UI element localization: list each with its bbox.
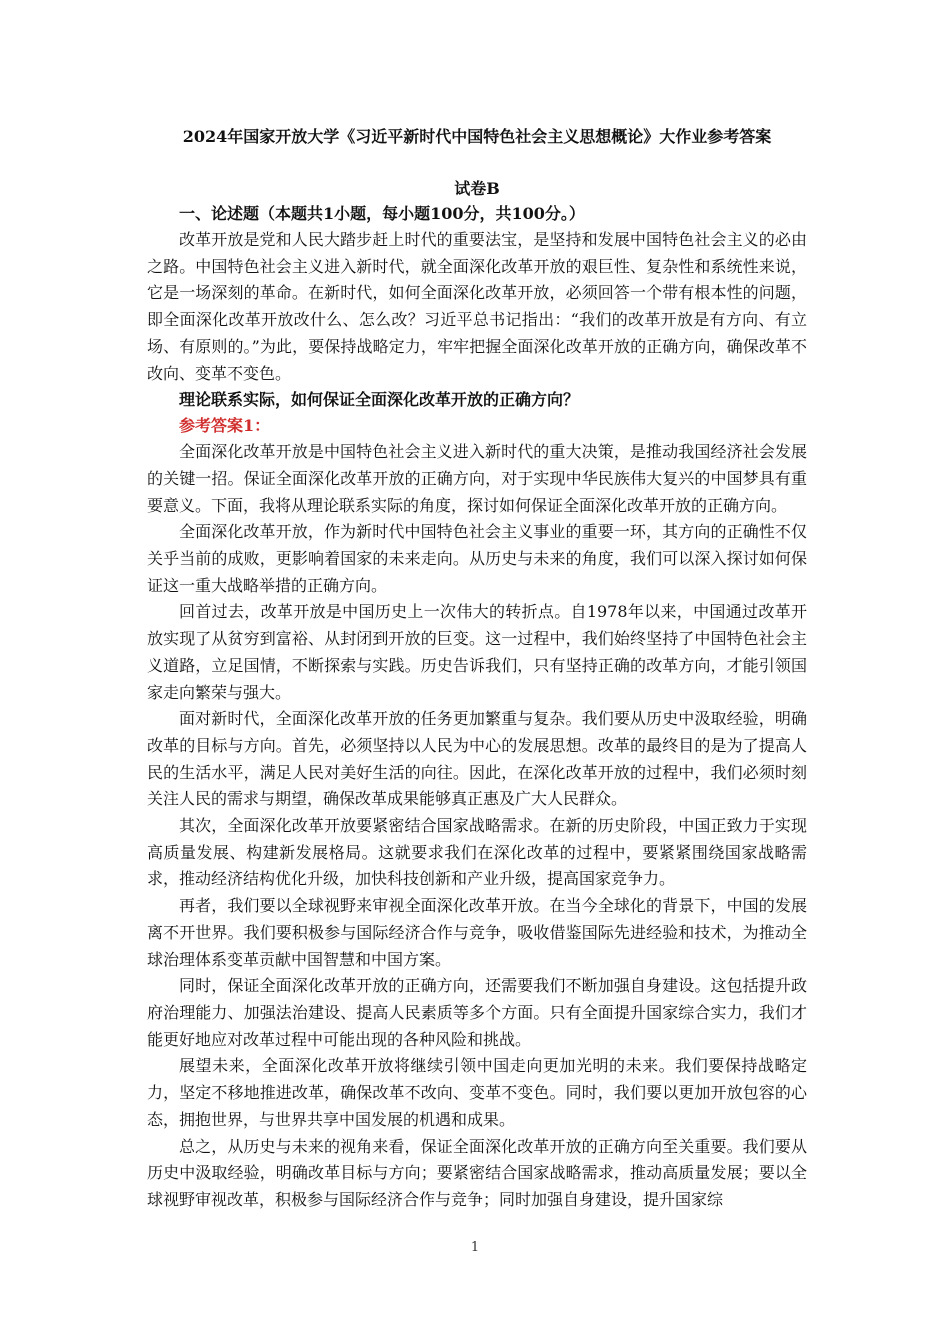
section-heading: 一、论述题（本题共1小题，每小题100分，共100分。） bbox=[179, 204, 585, 223]
question-text: 理论联系实际，如何保证全面深化改革开放的正确方向？ bbox=[179, 390, 580, 410]
intro-paragraph: 改革开放是党和人民大踏步赶上时代的重要法宝，是坚持和发展中国特色社会主义的必由之路。中国特色社会主义进入新时代，就全面深化改革开放的艰巨性、复杂性和系统性来说，它是一场深刻的革命。在新时代，如何全面深化改革开放，必须回答一个带有根本性的问题，即全面深化改革开放改什么、怎么改？习近平总书记指出：“我们的改革开放是有方向、有立场、有原则的。”为此，要保持战略定力，牢牢把握全面深化改革开放的正确方向，确保改革不改向、变革不变色。 bbox=[147, 230, 807, 383]
body-paragraph: 面对新时代，全面深化改革开放的任务更加繁重与复杂。我们要从历史中汲取经验，明确改革的目标与方向。首先，必须坚持以人民为中心的发展思想。改革的最终目的是为了提高人民的生活水平，满足人民对美好生活的向往。因此，在深化改革开放的过程中，我们必须时刻关注人民的需求与期望，确保改革成果能够真正惠及广大人民群众。 bbox=[147, 709, 807, 809]
body-paragraph: 全面深化改革开放是中国特色社会主义进入新时代的重大决策，是推动我国经济社会发展的关键一招。保证全面深化改革开放的正确方向，对于实现中华民族伟大复兴的中国梦具有重要意义。下面，我将从理论联系实际的角度，探讨如何保证全面深化改革开放的正确方向。 bbox=[147, 442, 807, 515]
body-paragraph: 其次，全面深化改革开放要紧密结合国家战略需求。在新的历史阶段，中国正致力于实现高质量发展、构建新发展格局。这就要求我们在深化改革的过程中，要紧紧围绕国家战略需求，推动经济结构优化升级，加快科技创新和产业升级，提高国家竞争力。 bbox=[147, 816, 807, 889]
body-paragraph: 同时，保证全面深化改革开放的正确方向，还需要我们不断加强自身建设。这包括提升政府治理能力、加强法治建设、提高人民素质等多个方面。只有全面提升国家综合实力，我们才能更好地应对改革过程中可能出现的各种风险和挑战。 bbox=[147, 976, 807, 1049]
body-paragraph: 全面深化改革开放，作为新时代中国特色社会主义事业的重要一环，其方向的正确性不仅关乎当前的成败，更影响着国家的未来走向。从历史与未来的角度，我们可以深入探讨如何保证这一重大战略举措的正确方向。 bbox=[147, 522, 807, 595]
page-number: 1 bbox=[470, 1240, 480, 1255]
document-title: 2024年国家开放大学《习近平新时代中国特色社会主义思想概论》大作业参考答案 bbox=[182, 127, 772, 146]
body-paragraph: 总之，从历史与未来的视角来看，保证全面深化改革开放的正确方向至关重要。我们要从历史中汲取经验，明确改革目标与方向；要紧密结合国家战略需求，推动高质量发展；要以全球视野审视改革，积极参与国际经济合作与竞争；同时加强自身建设，提升国家综 bbox=[147, 1136, 807, 1209]
body-paragraph: 再者，我们要以全球视野来审视全面深化改革开放。在当今全球化的背景下，中国的发展离不开世界。我们要积极参与国际经济合作与竞争，吸收借鉴国际先进经验和技术，为推动全球治理体系变革贡献中国智慧和中国方案。 bbox=[147, 896, 807, 969]
answer-label: 参考答案1： bbox=[179, 416, 271, 436]
exam-paper-label: 试卷B bbox=[454, 179, 500, 198]
document-page bbox=[147, 125, 807, 1214]
body-paragraph: 回首过去，改革开放是中国历史上一次伟大的转折点。自1978年以来，中国通过改革开放实现了从贫穷到富裕、从封闭到开放的巨变。这一过程中，我们始终坚持了中国特色社会主义道路，立足国情，不断探索与实践。历史告诉我们，只有坚持正确的改革方向，才能引领国家走向繁荣与强大。 bbox=[147, 602, 807, 702]
body-paragraph: 展望未来，全面深化改革开放将继续引领中国走向更加光明的未来。我们要保持战略定力，坚定不移地推进改革，确保改革不改向、变革不变色。同时，我们要以更加开放包容的心态，拥抱世界，与世界共享中国发展的机遇和成果。 bbox=[147, 1056, 807, 1129]
